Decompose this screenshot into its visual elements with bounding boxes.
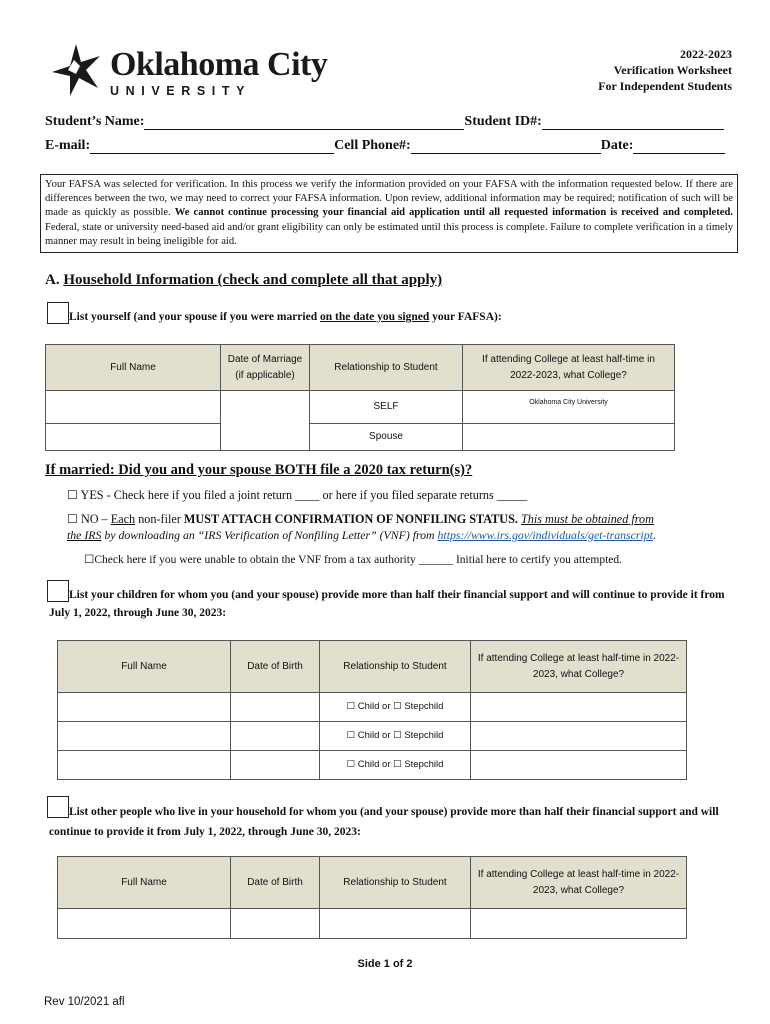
vnf-checkbox[interactable]: ☐ bbox=[84, 554, 95, 566]
document-title: Verification Worksheet bbox=[613, 63, 732, 77]
student-info-row bbox=[45, 114, 735, 130]
household-self-table bbox=[45, 344, 675, 451]
list-yourself-checkbox[interactable] bbox=[47, 302, 69, 324]
table-header: If attending College at least half-time in 2022-2023, what College? bbox=[471, 641, 687, 693]
section-a-prefix: A. bbox=[45, 272, 64, 288]
list-yourself-text-end: your FAFSA): bbox=[429, 311, 502, 323]
date-label: Date: bbox=[600, 138, 634, 153]
child-dob-cell[interactable] bbox=[231, 693, 320, 722]
email-field[interactable] bbox=[90, 139, 334, 154]
other-name-cell[interactable] bbox=[58, 909, 231, 939]
student-id-label: Student ID#: bbox=[464, 114, 542, 129]
notice-text-2: Federal, state or university need-based aid and/or grant eligibility can only be estimated until this process is complete. Failure to complete verification in a timely manner may result in being ineligible for aid. bbox=[45, 221, 733, 247]
contact-info-row bbox=[45, 138, 735, 154]
table-header: Full Name bbox=[46, 345, 221, 391]
children-table bbox=[57, 640, 687, 780]
no-each: Each bbox=[110, 512, 136, 526]
child-checkbox[interactable]: ☐ bbox=[346, 759, 356, 770]
logo-subtitle: UNIVERSITY bbox=[110, 84, 252, 98]
vnf-option bbox=[84, 552, 622, 566]
table-header: Date of Birth bbox=[231, 857, 320, 909]
vnf-text: Check here if you were unable to obtain the VNF from a tax authority ______ Initial here to certify you attempted. bbox=[94, 554, 622, 566]
stepchild-label: Stepchild bbox=[404, 701, 444, 712]
others-table bbox=[57, 856, 687, 939]
table-row bbox=[58, 909, 687, 939]
notice-text-1: Your FAFSA was selected for verification. In this process we verify the information provided on your FAFSA with the information requested below. If there are differences between the two, we may need to correct your FAFSA information. Upon review, additional information may be required; notification of such will be made as quickly as possible. bbox=[45, 179, 733, 219]
married-question-text: If married: Did you and your spouse BOTH file a 2020 tax return(s)? bbox=[45, 462, 473, 478]
child-dob-cell[interactable] bbox=[231, 751, 320, 780]
relationship-options bbox=[320, 751, 471, 780]
student-name-label: Student’s Name: bbox=[45, 114, 145, 129]
yes-checkbox[interactable]: ☐ bbox=[67, 488, 78, 502]
stepchild-label: Stepchild bbox=[404, 759, 444, 770]
student-id-field[interactable] bbox=[542, 115, 724, 130]
child-label: Child bbox=[357, 759, 380, 770]
college-cell: Oklahoma City University bbox=[463, 391, 675, 424]
logo-name: Oklahoma City bbox=[110, 46, 328, 83]
vnf-instruction-text: by downloading an “IRS Verification of Nonfiling Letter” (VNF) from bbox=[101, 528, 438, 542]
the-irs-text: the IRS bbox=[67, 528, 102, 542]
table-header: Full Name bbox=[58, 857, 231, 909]
date-field[interactable] bbox=[633, 139, 725, 154]
child-checkbox[interactable]: ☐ bbox=[346, 701, 356, 712]
table-row bbox=[58, 751, 687, 780]
stepchild-label: Stepchild bbox=[404, 730, 444, 741]
no-bold-text: MUST ATTACH CONFIRMATION OF NONFILING STATUS. bbox=[183, 512, 518, 526]
section-a-heading: Household Information (check and complete all that apply) bbox=[63, 272, 443, 288]
child-name-cell[interactable] bbox=[58, 751, 231, 780]
no-option-continued bbox=[67, 528, 656, 543]
cell-phone-field[interactable] bbox=[411, 139, 601, 154]
list-yourself-label bbox=[69, 311, 502, 323]
section-a-title bbox=[45, 272, 442, 289]
other-dob-cell[interactable] bbox=[231, 909, 320, 939]
irs-transcript-link[interactable]: https://www.irs.gov/individuals/get-transcript bbox=[437, 528, 653, 542]
table-header: Date of Marriage (if applicable) bbox=[221, 345, 310, 391]
stepchild-checkbox[interactable]: ☐ bbox=[393, 730, 402, 741]
table-header: If attending College at least half-time in 2022-2023, what College? bbox=[463, 345, 675, 391]
no-checkbox[interactable]: ☐ bbox=[67, 512, 78, 526]
stepchild-checkbox[interactable]: ☐ bbox=[393, 701, 402, 712]
table-header: Relationship to Student bbox=[320, 857, 471, 909]
table-header: Date of Birth bbox=[231, 641, 320, 693]
relationship-cell: Spouse bbox=[310, 424, 463, 451]
verification-notice bbox=[40, 174, 738, 253]
or-label: or bbox=[382, 759, 391, 770]
list-yourself-underline: on the date you signed bbox=[319, 311, 430, 323]
college-cell[interactable] bbox=[463, 424, 675, 451]
notice-bold-text: We cannot continue processing your financial aid application until all requested information is received and completed. bbox=[174, 207, 733, 219]
link-end: . bbox=[652, 528, 656, 542]
no-text-mid: non-filer bbox=[135, 512, 184, 526]
email-label: E-mail: bbox=[45, 138, 91, 153]
page-number: Side 1 of 2 bbox=[357, 958, 413, 970]
student-name-field[interactable] bbox=[144, 115, 464, 130]
list-children-label: List your children for whom you (and your spouse) provide more than half their financial support and will continue to provide it from July 1, 2022, through June 30, 2023: bbox=[49, 589, 725, 619]
table-header: If attending College at least half-time in 2022-2023, what College? bbox=[471, 857, 687, 909]
table-row bbox=[58, 693, 687, 722]
child-label: Child bbox=[357, 701, 380, 712]
school-year: 2022-2023 bbox=[680, 47, 732, 61]
child-college-cell[interactable] bbox=[471, 693, 687, 722]
child-college-cell[interactable] bbox=[471, 751, 687, 780]
child-label: Child bbox=[357, 730, 380, 741]
list-others-label: List other people who live in your household for whom you (and your spouse) provide more than half their financial support and will continue to provide it from July 1, 2022, through June 30, 2023: bbox=[49, 806, 719, 838]
table-header: Full Name bbox=[58, 641, 231, 693]
child-name-cell[interactable] bbox=[58, 693, 231, 722]
yes-option[interactable] bbox=[67, 488, 527, 503]
or-label: or bbox=[382, 701, 391, 712]
other-relationship-cell[interactable] bbox=[320, 909, 471, 939]
list-yourself-text: List yourself (and your spouse if you were married bbox=[69, 311, 320, 323]
relationship-options bbox=[320, 722, 471, 751]
marriage-date-cell[interactable] bbox=[221, 391, 310, 451]
document-subtitle: For Independent Students bbox=[598, 79, 732, 93]
other-college-cell[interactable] bbox=[471, 909, 687, 939]
table-header: Relationship to Student bbox=[310, 345, 463, 391]
relationship-cell: SELF bbox=[310, 391, 463, 424]
cell-phone-label: Cell Phone#: bbox=[334, 138, 411, 153]
no-italic-underline: This must be obtained from bbox=[520, 512, 654, 526]
no-text: NO – bbox=[77, 512, 111, 526]
relationship-options bbox=[320, 693, 471, 722]
stepchild-checkbox[interactable]: ☐ bbox=[393, 759, 402, 770]
table-header: Relationship to Student bbox=[320, 641, 471, 693]
child-checkbox[interactable]: ☐ bbox=[346, 730, 356, 741]
child-name-cell[interactable] bbox=[58, 722, 231, 751]
self-name-cell[interactable] bbox=[46, 391, 221, 424]
or-label: or bbox=[382, 730, 391, 741]
oklahoma-city-university-logo-icon bbox=[50, 42, 102, 98]
revision-note: Rev 10/2021 afl bbox=[44, 996, 125, 1008]
document-header bbox=[598, 46, 732, 94]
yes-text: YES - Check here if you filed a joint return ____ or here if you filed separate returns _____ bbox=[77, 488, 528, 502]
spouse-name-cell[interactable] bbox=[46, 424, 221, 451]
child-college-cell[interactable] bbox=[471, 722, 687, 751]
married-question bbox=[45, 462, 472, 479]
no-option bbox=[67, 511, 737, 528]
table-row bbox=[58, 722, 687, 751]
child-dob-cell[interactable] bbox=[231, 722, 320, 751]
